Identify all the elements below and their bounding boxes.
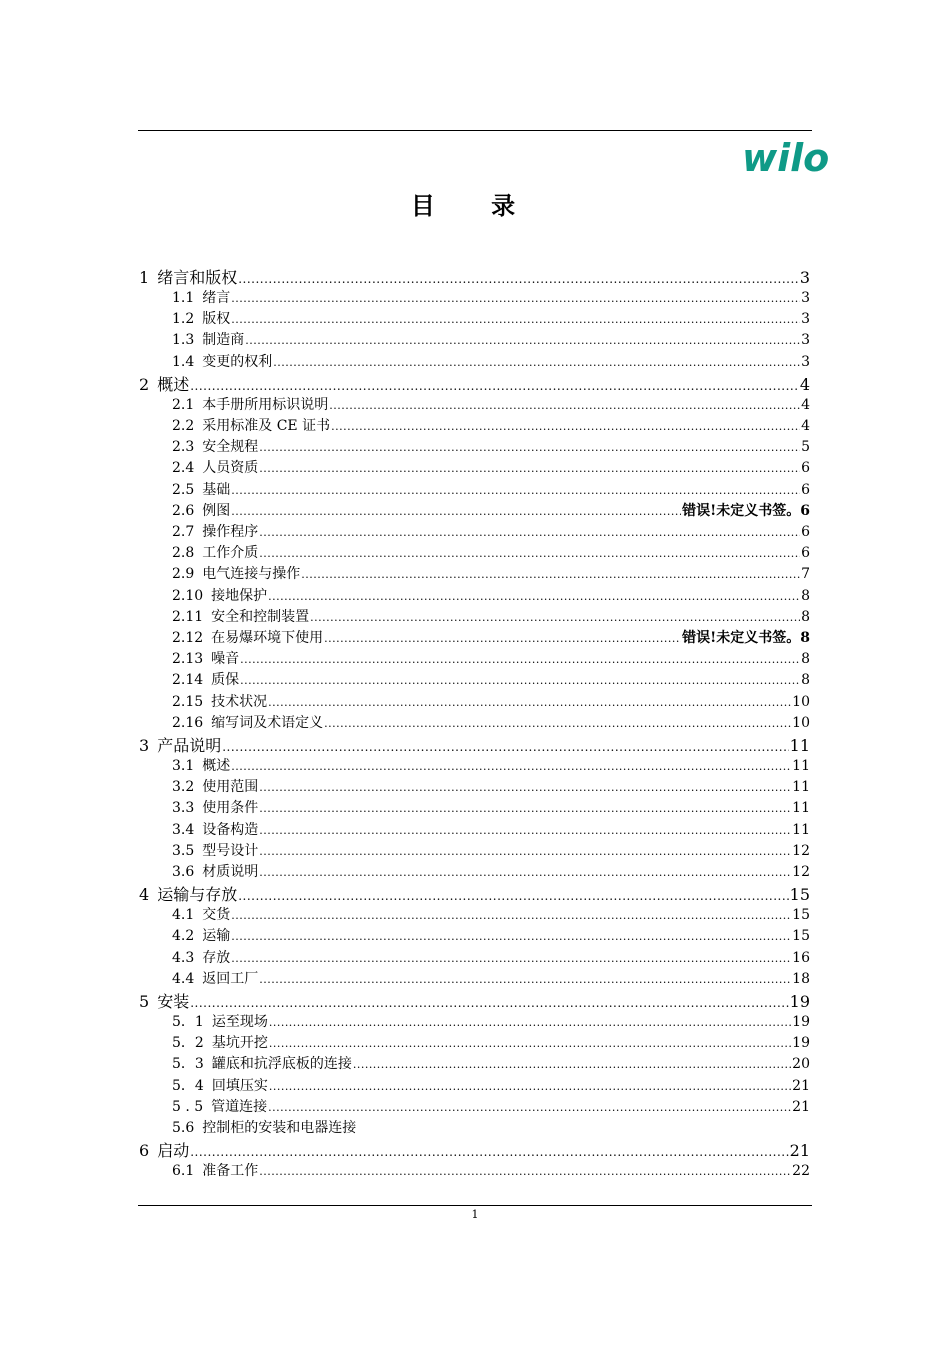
- toc-entry-page: 11: [792, 800, 810, 817]
- toc-entry-number: 5．3: [172, 1056, 204, 1073]
- toc-entry[interactable]: [172, 669, 810, 689]
- toc-entry-label: 罐底和抗浮底板的连接: [211, 1056, 352, 1073]
- toc-dot-leader: [231, 503, 681, 519]
- toc-entry-number: 5．1: [172, 1014, 204, 1030]
- toc-entry-page: 8: [801, 587, 810, 604]
- toc-dot-leader: [259, 545, 800, 561]
- toc-entry-number: 2.3: [172, 439, 195, 456]
- toc-entry-page: 19: [789, 992, 810, 1011]
- toc-entry-number: 4.1: [172, 907, 195, 924]
- toc-entry-number: 3: [139, 736, 150, 755]
- toc-entry[interactable]: [172, 1096, 810, 1116]
- toc-entry-page: 11: [792, 779, 810, 796]
- toc-entry-page: 21: [792, 1098, 810, 1115]
- toc-entry-number: 2: [139, 374, 150, 394]
- toc-entry-label: 运至现场: [211, 1014, 268, 1030]
- toc-entry[interactable]: [172, 479, 810, 499]
- toc-entry-label: 在易爆环境下使用: [211, 630, 324, 646]
- toc-entry-number: 2.11: [172, 608, 204, 625]
- toc-entry[interactable]: [139, 1138, 810, 1160]
- toc-entry-number: 6: [139, 1141, 150, 1161]
- toc-entry[interactable]: [172, 947, 810, 967]
- toc-entry-label: 质保: [211, 672, 240, 689]
- toc-entry-number: 3.5: [172, 842, 195, 859]
- toc-dot-leader: [259, 779, 791, 795]
- toc-entry[interactable]: [172, 351, 810, 371]
- wilo-logo: wilo: [742, 136, 830, 180]
- toc-entry-page: 6: [801, 460, 810, 477]
- toc-entry-label: 型号设计: [202, 842, 259, 859]
- toc-dot-leader: [231, 482, 800, 498]
- toc-entry-label: 设备构造: [202, 821, 259, 838]
- toc-entry-number: 4.2: [172, 928, 195, 945]
- toc-entry[interactable]: [172, 968, 810, 988]
- toc-dot-leader: [240, 672, 800, 688]
- toc-entry-page: 6: [801, 524, 810, 540]
- toc-entry[interactable]: [172, 521, 810, 541]
- toc-entry-page: 21: [789, 1141, 810, 1161]
- toc-entry[interactable]: [139, 989, 810, 1011]
- toc-entry[interactable]: [172, 627, 810, 647]
- toc-dot-leader: [222, 736, 788, 755]
- header-rule: [138, 130, 812, 131]
- toc-dot-leader: [259, 822, 791, 838]
- toc-dot-leader: [259, 864, 791, 880]
- toc-entry-label: 例图: [202, 502, 231, 519]
- toc-entry-page: 19: [792, 1014, 810, 1030]
- toc-entry[interactable]: [172, 415, 810, 435]
- toc-entry-page: 12: [792, 864, 810, 880]
- toc-entry[interactable]: [172, 861, 810, 881]
- toc-entry[interactable]: [139, 265, 810, 287]
- toc-entry-page: 12: [792, 842, 810, 859]
- toc-dot-leader: [259, 843, 791, 859]
- toc-entry-label: 绪言和版权: [157, 268, 238, 287]
- toc-entry[interactable]: [172, 1160, 810, 1180]
- toc-entry-number: 3.1: [172, 758, 195, 774]
- toc-dot-leader: [324, 715, 791, 731]
- toc-dot-leader: [190, 1141, 788, 1160]
- toc-entry[interactable]: [172, 819, 810, 839]
- toc-dot-leader: [269, 1035, 791, 1051]
- toc-entry-label: 绪言: [202, 290, 231, 306]
- toc-entry-page: 6: [801, 545, 810, 562]
- toc-entry-page: 21: [792, 1077, 810, 1094]
- toc-dot-leader: [310, 609, 800, 625]
- toc-dot-leader: [190, 992, 788, 1011]
- toc-dot-leader: [329, 397, 800, 413]
- toc-entry[interactable]: [172, 712, 810, 732]
- toc-entry-number: 2.8: [172, 545, 195, 562]
- toc-entry[interactable]: [172, 1011, 810, 1031]
- toc-entry[interactable]: [172, 542, 810, 562]
- toc-entry-page: 4: [801, 396, 810, 413]
- toc-entry-number: 1.1: [172, 290, 195, 306]
- toc-entry-number: 5: [139, 992, 150, 1011]
- toc-entry-number: 5 . 5: [172, 1098, 204, 1115]
- toc-dot-leader: [268, 588, 800, 604]
- footer-rule: [138, 1205, 812, 1206]
- toc-entry-label: 使用范围: [202, 779, 259, 796]
- toc-dot-leader: [353, 1056, 791, 1072]
- toc-entry-number: 2.1: [172, 396, 195, 413]
- toc-entry-label: 噪音: [211, 651, 240, 668]
- toc-entry-number: 2.12: [172, 630, 204, 646]
- toc-entry[interactable]: [172, 776, 810, 796]
- toc-entry[interactable]: [172, 287, 810, 307]
- toc-entry[interactable]: [172, 1032, 810, 1052]
- toc-entry-label: 准备工作: [202, 1163, 259, 1180]
- toc-dot-leader: [259, 1163, 791, 1179]
- toc-entry[interactable]: [172, 457, 810, 477]
- toc-entry-label: 安全规程: [202, 439, 259, 456]
- toc-entry-label: 返回工厂: [202, 970, 259, 987]
- toc-entry[interactable]: [139, 882, 810, 904]
- toc-entry-number: 4.4: [172, 970, 195, 987]
- toc-entry-number: 1.2: [172, 311, 195, 328]
- toc-dot-leader: [238, 885, 788, 904]
- toc-entry-number: 2.10: [172, 587, 204, 604]
- toc-entry-page: 22: [792, 1163, 810, 1180]
- toc-entry-label: 安全和控制装置: [211, 608, 310, 625]
- toc-entry-page: 3: [801, 311, 810, 328]
- toc-dot-leader: [259, 800, 791, 816]
- toc-entry-page: 10: [792, 714, 810, 731]
- toc-entry-label: 人员资质: [202, 460, 259, 477]
- toc-entry-number: 2.6: [172, 502, 195, 519]
- toc-entry-label: 缩写词及术语定义: [211, 714, 324, 731]
- toc-dot-leader: [259, 460, 800, 476]
- toc-entry-number: 3.4: [172, 821, 195, 838]
- toc-entry-page: 错误!未定义书签。6: [682, 502, 810, 519]
- toc-entry-page: 6: [801, 481, 810, 498]
- toc-entry-label: 安装: [157, 992, 190, 1011]
- toc-entry-number: 2.16: [172, 714, 204, 731]
- toc-entry-page: 10: [792, 693, 810, 710]
- toc-entry-page: 3: [801, 353, 810, 370]
- toc-entry[interactable]: [172, 797, 810, 817]
- toc-dot-leader: [331, 418, 800, 434]
- toc-entry-number: 5．2: [172, 1035, 204, 1052]
- toc-dot-leader: [238, 268, 799, 287]
- toc-entry[interactable]: [172, 840, 810, 860]
- toc-entry-label: 交货: [202, 907, 231, 924]
- toc-entry-label: 运输与存放: [157, 885, 238, 905]
- toc-entry-number: 2.9: [172, 566, 195, 583]
- toc-entry-number: 5.6: [172, 1120, 195, 1136]
- toc-entry-number: 4.3: [172, 949, 195, 966]
- toc-entry-label: 启动: [157, 1141, 190, 1161]
- toc-entry-page: 15: [789, 885, 810, 905]
- toc-entry-page: 20: [792, 1056, 810, 1073]
- toc-entry-page: 11: [789, 736, 810, 755]
- toc-entry-number: 3.2: [172, 779, 195, 796]
- toc-dot-leader: [273, 354, 800, 370]
- toc-dot-leader: [231, 290, 800, 306]
- toc-dot-leader: [268, 1099, 791, 1115]
- toc-entry-number: 1: [139, 268, 150, 287]
- toc-entry-page: 18: [792, 970, 810, 987]
- toc-entry-label: 回填压实: [211, 1077, 268, 1094]
- toc-dot-leader: [269, 1078, 791, 1094]
- toc-entry-number: 2.14: [172, 672, 204, 689]
- toc-dot-leader: [231, 311, 800, 327]
- toc-entry-page: 3: [799, 268, 810, 287]
- toc-entry[interactable]: [172, 436, 810, 456]
- toc-entry-page: 19: [792, 1035, 810, 1052]
- toc-entry[interactable]: [172, 925, 810, 945]
- toc-entry-label: 变更的权利: [202, 353, 273, 370]
- toc-entry-label: 产品说明: [157, 736, 222, 755]
- toc-dot-leader: [259, 971, 791, 987]
- toc-entry[interactable]: [172, 500, 810, 520]
- toc-entry-label: 运输: [202, 928, 231, 945]
- toc-entry-page: 16: [792, 949, 810, 966]
- toc-dot-leader: [269, 1014, 791, 1030]
- toc-entry[interactable]: [172, 329, 810, 349]
- toc-entry-label: 本手册所用标识说明: [202, 396, 329, 413]
- toc-entry-number: 2.5: [172, 481, 195, 498]
- toc-entry-label: 版权: [202, 311, 231, 328]
- toc-entry-label: 接地保护: [211, 587, 268, 604]
- toc-entry[interactable]: [172, 563, 810, 583]
- toc-entry-page: 15: [792, 928, 810, 945]
- toc-entry[interactable]: [172, 648, 810, 668]
- toc-entry[interactable]: [139, 372, 810, 394]
- toc-dot-leader: [259, 524, 800, 540]
- toc-entry-label: 操作程序: [202, 524, 259, 540]
- toc-dot-leader: [301, 566, 800, 582]
- toc-entry-label: 使用条件: [202, 800, 259, 817]
- toc-entry-label: 工作介质: [202, 545, 259, 562]
- toc-entry-page: 3: [801, 290, 810, 306]
- toc-entry-label: 技术状况: [211, 693, 268, 710]
- toc-entry-page: 11: [792, 758, 810, 774]
- toc-entry-page: 8: [801, 651, 810, 668]
- toc-entry[interactable]: [172, 1053, 810, 1073]
- toc-entry-number: 2.4: [172, 460, 195, 477]
- page-title: 目 录: [410, 191, 540, 220]
- toc-entry-label: 管道连接: [211, 1098, 268, 1115]
- toc-dot-leader: [231, 907, 791, 923]
- toc-entry[interactable]: [172, 1075, 810, 1095]
- page-number: 1: [471, 1208, 479, 1221]
- toc-dot-leader: [259, 439, 800, 455]
- toc-entry-page: 4: [801, 418, 810, 434]
- toc-dot-leader: [324, 630, 681, 646]
- toc-entry-label: 材质说明: [202, 864, 259, 880]
- toc-entry[interactable]: [172, 606, 810, 626]
- toc-dot-leader: [240, 651, 800, 667]
- toc-entry-page: 4: [799, 374, 810, 394]
- toc-entry-number: 2.7: [172, 524, 195, 540]
- toc-entry-number: 4: [139, 885, 150, 905]
- toc-entry[interactable]: [139, 733, 810, 755]
- toc-entry-page: 7: [801, 566, 810, 583]
- toc-dot-leader: [245, 332, 800, 348]
- toc-entry-number: 2.15: [172, 693, 204, 710]
- toc-entry-label: 基坑开挖: [211, 1035, 268, 1052]
- toc-entry[interactable]: [172, 755, 810, 775]
- toc-entry[interactable]: [172, 1117, 810, 1137]
- toc-entry-label: 基础: [202, 481, 231, 498]
- toc-entry-label: 采用标准及 CE 证书: [202, 418, 331, 434]
- toc-entry-page: 5: [801, 439, 810, 456]
- toc-entry[interactable]: [172, 394, 810, 414]
- toc-entry-number: 3.6: [172, 864, 195, 880]
- toc-entry-number: 2.2: [172, 418, 195, 434]
- toc-entry-label: 控制柜的安装和电器连接: [202, 1120, 357, 1136]
- toc-entry[interactable]: [172, 308, 810, 328]
- toc-entry-number: 1.3: [172, 332, 195, 349]
- toc-entry[interactable]: [172, 904, 810, 924]
- toc-entry-page: 15: [792, 907, 810, 924]
- toc-entry-page: 8: [801, 608, 810, 625]
- toc-entry-label: 概述: [157, 374, 190, 394]
- toc-entry-label: 概述: [202, 758, 231, 774]
- toc-dot-leader: [231, 950, 791, 966]
- toc-entry-page: 11: [792, 821, 810, 838]
- toc-entry-label: 存放: [202, 949, 231, 966]
- toc-dot-leader: [190, 375, 799, 394]
- toc-dot-leader: [231, 758, 791, 774]
- toc-entry-label: 制造商: [202, 332, 245, 349]
- toc-entry-page: 错误!未定义书签。8: [682, 630, 810, 646]
- toc-entry-number: 3.3: [172, 800, 195, 817]
- toc-dot-leader: [268, 694, 791, 710]
- toc-entry-number: 1.4: [172, 353, 195, 370]
- toc-dot-leader: [231, 928, 791, 944]
- toc-entry[interactable]: [172, 585, 810, 605]
- toc-entry-label: 电气连接与操作: [202, 566, 301, 583]
- toc-entry-page: 3: [801, 332, 810, 349]
- toc-entry[interactable]: [172, 691, 810, 711]
- toc-entry-page: 8: [801, 672, 810, 689]
- toc-entry-number: 2.13: [172, 651, 204, 668]
- toc-entry-number: 6.1: [172, 1163, 195, 1180]
- toc-entry-number: 5．4: [172, 1077, 204, 1094]
